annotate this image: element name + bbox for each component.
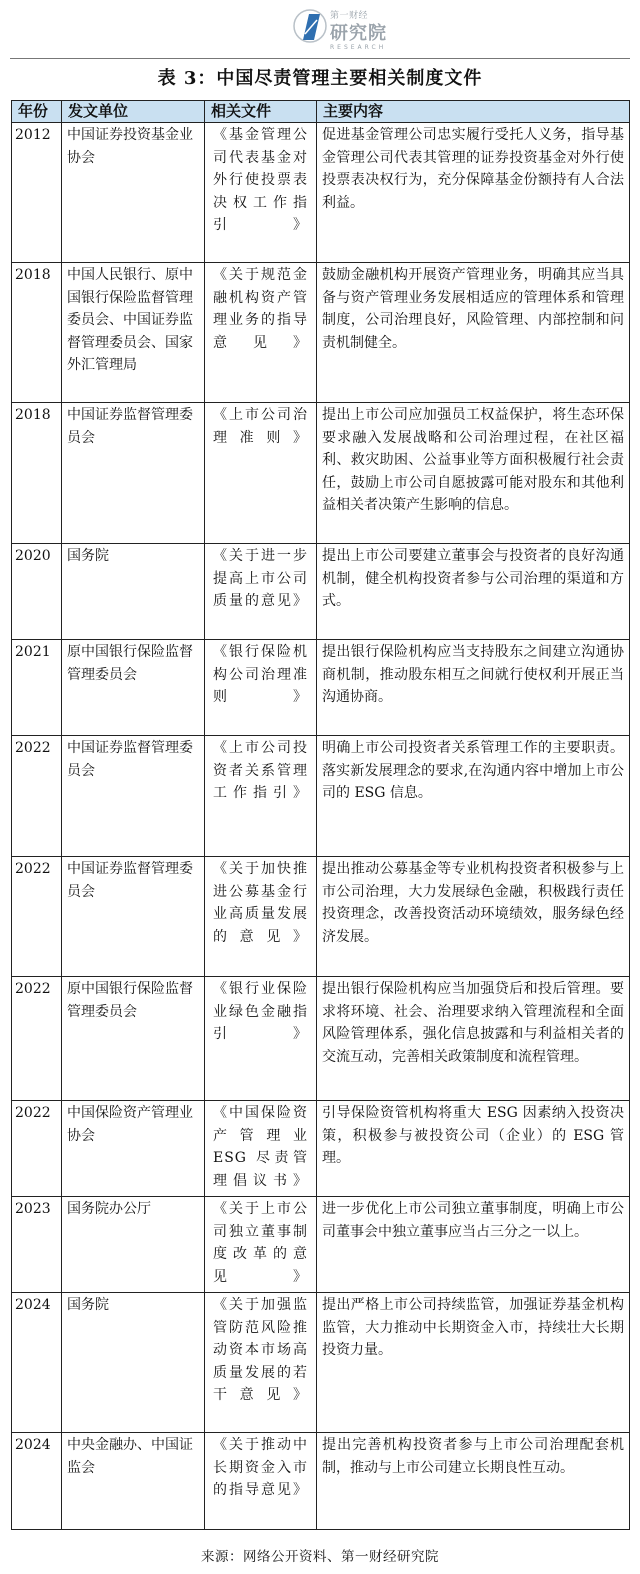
cell-year: 2012 xyxy=(12,123,62,263)
cell-content: 提出上市公司要建立董事会与投资者的良好沟通机制，健全机构投资者参与公司治理的渠道和方式。 xyxy=(317,544,630,640)
cell-year: 2024 xyxy=(12,1293,62,1433)
header-document: 相关文件 xyxy=(205,101,317,123)
cell-content: 鼓励金融机构开展资产管理业务，明确其应当具备与资产管理业务发展相适应的管理体系和管理制度，公司治理良好，风险管理、内部控制和问责机制健全。 xyxy=(317,263,630,403)
cell-issuer: 中国保险资产管理业协会 xyxy=(62,1101,205,1197)
cell-document: 《银行业保险业绿色金融指引》 xyxy=(205,977,317,1101)
cell-content: 提出上市公司应加强员工权益保护，将生态环保要求融入发展战略和公司治理过程，在社区福利、救灾助困、公益事业等方面积极履行社会责任，鼓励上市公司自愿披露可能对股东和其他利益相关者决策产生影响的信息。 xyxy=(317,403,630,544)
cell-document: 《关于进一步提高上市公司质量的意见》 xyxy=(205,544,317,640)
table-row xyxy=(12,1197,630,1293)
cell-document: 《上市公司治理准则》 xyxy=(205,403,317,544)
cell-document: 《关于推动中长期资金入市的指导意见》 xyxy=(205,1433,317,1530)
table-row xyxy=(12,977,630,1101)
table-row xyxy=(12,263,630,403)
table-row xyxy=(12,1433,630,1530)
logo-text xyxy=(330,8,387,51)
cell-issuer: 中国证券投资基金业协会 xyxy=(62,123,205,263)
cell-document: 《基金管理公司代表基金对外行使投票表决权工作指引》 xyxy=(205,123,317,263)
table-row xyxy=(12,1293,630,1433)
cell-document: 《关于加快推进公募基金行业高质量发展的意见》 xyxy=(205,857,317,977)
cell-issuer: 中国人民银行、原中国银行保险监督管理委员会、中国证券监督管理委员会、国家外汇管理局 xyxy=(62,263,205,403)
table-title: 表 3：中国尽责管理主要相关制度文件 xyxy=(157,68,483,89)
cell-content: 进一步优化上市公司独立董事制度，明确上市公司董事会中独立董事应当占三分之一以上。 xyxy=(317,1197,630,1293)
cell-content: 提出严格上市公司持续监管，加强证券基金机构监管，大力推动中长期资金入市，持续壮大长期投资力量。 xyxy=(317,1293,630,1433)
cell-issuer: 原中国银行保险监督管理委员会 xyxy=(62,640,205,736)
table-header-row xyxy=(12,101,630,123)
cell-year: 2022 xyxy=(12,736,62,857)
header-content: 主要内容 xyxy=(317,101,630,123)
table-row xyxy=(12,544,630,640)
cell-document: 《中国保险资产管理业 ESG 尽责管理倡议书》 xyxy=(205,1101,317,1197)
cell-year: 2022 xyxy=(12,1101,62,1197)
table-row xyxy=(12,640,630,736)
cell-content: 促进基金管理公司忠实履行受托人义务，指导基金管理公司代表其管理的证券投资基金对外行使投票表决权行为，充分保障基金份额持有人合法利益。 xyxy=(317,123,630,263)
cell-document: 《上市公司投资者关系管理工作指引》 xyxy=(205,736,317,857)
cell-issuer: 国务院办公厅 xyxy=(62,1197,205,1293)
logo-big-text: 研究院 xyxy=(330,23,387,44)
cell-content: 引导保险资管机构将重大 ESG 因素纳入投资决策，积极参与被投资公司（企业）的 ESG 管理。 xyxy=(317,1101,630,1197)
table-row xyxy=(12,1101,630,1197)
logo-en-text: RESEARCH xyxy=(330,44,387,51)
cell-year: 2022 xyxy=(12,857,62,977)
cell-issuer: 中国证券监督管理委员会 xyxy=(62,857,205,977)
cell-year: 2018 xyxy=(12,263,62,403)
cell-content: 明确上市公司投资者关系管理工作的主要职责。落实新发展理念的要求,在沟通内容中增加上市公司的 ESG 信息。 xyxy=(317,736,630,857)
cell-document: 《关于规范金融机构资产管理业务的指导意见》 xyxy=(205,263,317,403)
source-note: 来源：网络公开资料、第一财经研究院 xyxy=(201,1549,439,1565)
policy-table xyxy=(11,100,630,1530)
cell-document: 《银行保险机构公司治理准则》 xyxy=(205,640,317,736)
cell-year: 2024 xyxy=(12,1433,62,1530)
logo-small-text: 第一财经 xyxy=(330,11,369,21)
table-row xyxy=(12,123,630,263)
cell-year: 2021 xyxy=(12,640,62,736)
cell-issuer: 中央金融办、中国证监会 xyxy=(62,1433,205,1530)
cell-issuer: 原中国银行保险监督管理委员会 xyxy=(62,977,205,1101)
cell-year: 2023 xyxy=(12,1197,62,1293)
cell-year: 2022 xyxy=(12,977,62,1101)
cell-issuer: 中国证券监督管理委员会 xyxy=(62,736,205,857)
cell-year: 2018 xyxy=(12,403,62,544)
cell-content: 提出完善机构投资者参与上市公司治理配套机制，推动与上市公司建立长期良性互动。 xyxy=(317,1433,630,1530)
logo xyxy=(0,0,640,52)
header-year: 年份 xyxy=(12,101,62,123)
top-divider xyxy=(10,58,630,59)
logo-icon xyxy=(293,6,327,46)
cell-issuer: 国务院 xyxy=(62,1293,205,1433)
header-issuer: 发文单位 xyxy=(62,101,205,123)
cell-issuer: 中国证券监督管理委员会 xyxy=(62,403,205,544)
cell-content: 提出银行保险机构应当加强贷后和投后管理。要求将环境、社会、治理要求纳入管理流程和全面风险管理体系，强化信息披露和与利益相关者的交流互动，完善相关政策制度和流程管理。 xyxy=(317,977,630,1101)
cell-issuer: 国务院 xyxy=(62,544,205,640)
table-row xyxy=(12,403,630,544)
cell-document: 《关于加强监管防范风险推动资本市场高质量发展的若干意见》 xyxy=(205,1293,317,1433)
cell-content: 提出银行保险机构应当支持股东之间建立沟通协商机制，推动股东相互之间就行使权利开展正当沟通协商。 xyxy=(317,640,630,736)
table-row xyxy=(12,857,630,977)
cell-year: 2020 xyxy=(12,544,62,640)
cell-document: 《关于上市公司独立董事制度改革的意见》 xyxy=(205,1197,317,1293)
cell-content: 提出推动公募基金等专业机构投资者积极参与上市公司治理，大力发展绿色金融，积极践行责任投资理念，改善投资活动环境绩效，服务绿色经济发展。 xyxy=(317,857,630,977)
table-row xyxy=(12,736,630,857)
